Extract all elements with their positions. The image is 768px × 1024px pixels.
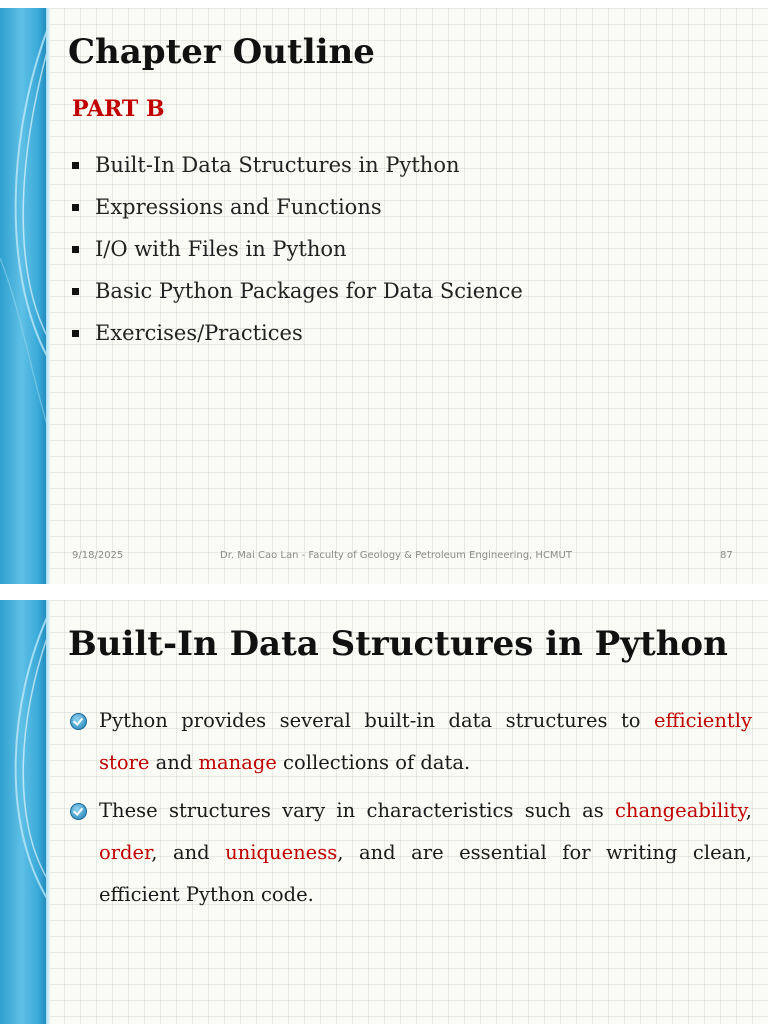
check-bullet-icon	[70, 803, 87, 820]
list-item: Expressions and Functions	[72, 186, 523, 228]
footer-date: 9/18/2025	[72, 550, 124, 561]
square-bullet-icon	[72, 246, 79, 253]
list-item: Exercises/Practices	[72, 312, 523, 354]
swoosh-decoration	[0, 600, 48, 1024]
footer-author: Dr. Mai Cao Lan - Faculty of Geology & Petroleum Engineering, HCMUT	[220, 550, 572, 561]
square-bullet-icon	[72, 204, 79, 211]
footer-page-number: 87	[720, 550, 733, 561]
square-bullet-icon	[72, 330, 79, 337]
list-item: I/O with Files in Python	[72, 228, 523, 270]
decorative-side-band	[0, 8, 48, 584]
square-bullet-icon	[72, 288, 79, 295]
bullet-list	[70, 700, 752, 922]
bullet-text: These structures vary in characteristics such as changeability, order, and uniqueness, and are essential for writing clean, efficient Python code.	[99, 799, 752, 906]
bullet-text: Python provides several built-in data structures to efficiently store and manage collections of data.	[99, 709, 752, 774]
slide-title: Chapter Outline	[68, 32, 375, 72]
list-item: Built-In Data Structures in Python	[72, 144, 523, 186]
check-bullet-icon	[70, 713, 87, 730]
outline-list	[72, 144, 523, 354]
slide-built-in-data-structures	[0, 600, 768, 1024]
list-item: Basic Python Packages for Data Science	[72, 270, 523, 312]
list-item	[70, 790, 752, 916]
slide-chapter-outline	[0, 8, 768, 584]
side-band-edge	[46, 600, 50, 1024]
part-label: PART B	[72, 96, 165, 122]
decorative-side-band	[0, 600, 48, 1024]
slide-title: Built-In Data Structures in Python	[68, 624, 728, 664]
list-item	[70, 700, 752, 784]
square-bullet-icon	[72, 162, 79, 169]
swoosh-decoration	[0, 8, 48, 584]
side-band-edge	[46, 8, 50, 584]
